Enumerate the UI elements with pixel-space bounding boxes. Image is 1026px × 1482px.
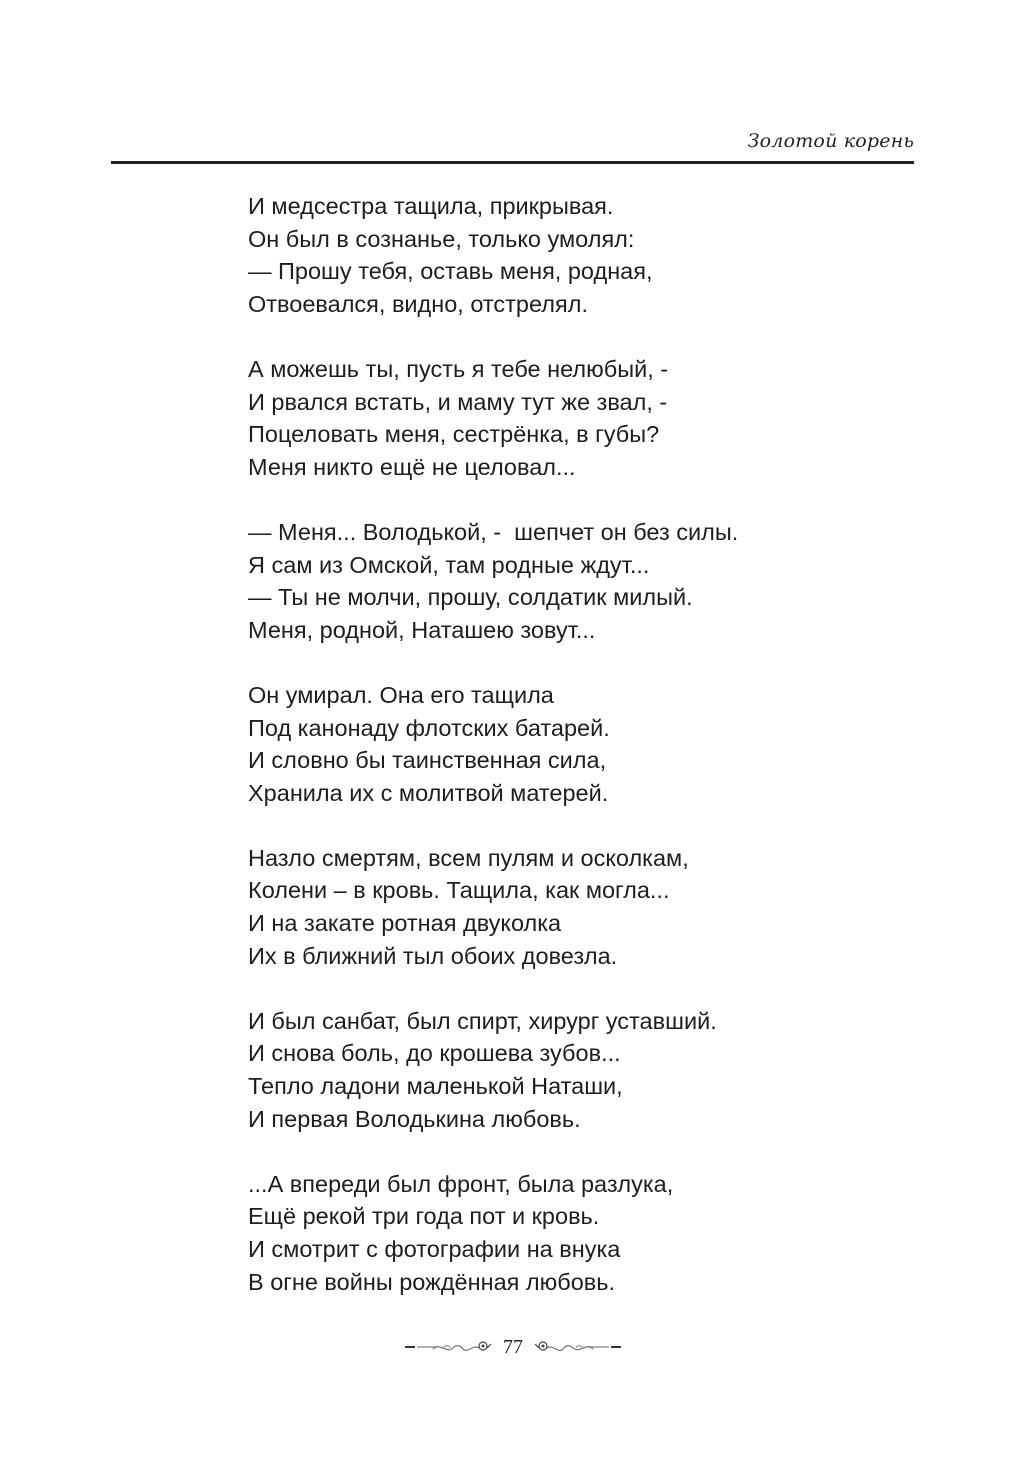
stanza-2 [248,353,738,483]
poem-line: И был санбат, был спирт, хирург уставший. [248,1007,717,1034]
poem-line: Тепло ладони маленькой Наташи, [248,1073,623,1100]
poem-line: Поцеловать меня, сестрёнка, в губы? [248,421,660,448]
running-header-title: Золотой корень [747,130,914,152]
poem-line: Под канонаду флотских батарей. [248,714,610,741]
poem-line: И снова боль, до крошева зубов... [248,1040,621,1067]
poem-line: Колени – в кровь. Тащила, как могла... [248,877,670,904]
page-number: 77 [503,1336,523,1358]
poem-line: Назло смертям, всем пулям и осколкам, [248,844,689,871]
poem-line: — Прошу тебя, оставь меня, родная, [248,258,653,285]
poem-line: Я сам из Омской, там родные ждут... [248,551,650,578]
poem-line: — Меня... Володькой, - шепчет он без силы. [248,518,739,545]
poem-line: — Ты не молчи, прошу, солдатик милый. [248,584,693,611]
stanza-3 [248,516,738,646]
stanza-4 [248,679,738,809]
poem [248,190,738,1298]
poem-line: И словно бы таинственная сила, [248,747,607,774]
page-footer [0,1332,1026,1362]
poem-line: Ещё рекой три года пот и кровь. [248,1203,600,1230]
poem-line: Хранила их с молитвой матерей. [248,779,609,806]
poem-line: Отвоевался, видно, отстрелял. [248,290,588,317]
poem-line: Меня, родной, Наташею зовут... [248,616,596,643]
poem-line: И первая Володькина любовь. [248,1105,581,1132]
poem-line: А можешь ты, пусть я тебе нелюбый, - [248,355,669,382]
poem-line: Меня никто ещё не целовал... [248,453,576,480]
flourish-ornament-right-icon [533,1336,623,1358]
stanza-7 [248,1168,738,1298]
poem-line: И рвался встать, и маму тут же звал, - [248,388,668,415]
poem-line: ...А впереди был фронт, была разлука, [248,1170,674,1197]
stanza-6 [248,1005,738,1135]
poem-line: И на закате ротная двуколка [248,910,562,937]
poem-line: В огне войны рождённая любовь. [248,1268,616,1295]
poem-line: Их в ближний тыл обоих довезла. [248,942,618,969]
stanza-1 [248,190,738,320]
poem-line: И смотрит с фотографии на внука [248,1236,621,1262]
poem-line: Он умирал. Она его тащила [248,681,554,708]
poem-line: Он был в сознанье, только умолял: [248,225,635,252]
flourish-ornament-left-icon [403,1336,493,1358]
stanza-5 [248,842,738,972]
header-rule [111,161,914,164]
poem-line: И медсестра тащила, прикрывая. [248,193,614,219]
